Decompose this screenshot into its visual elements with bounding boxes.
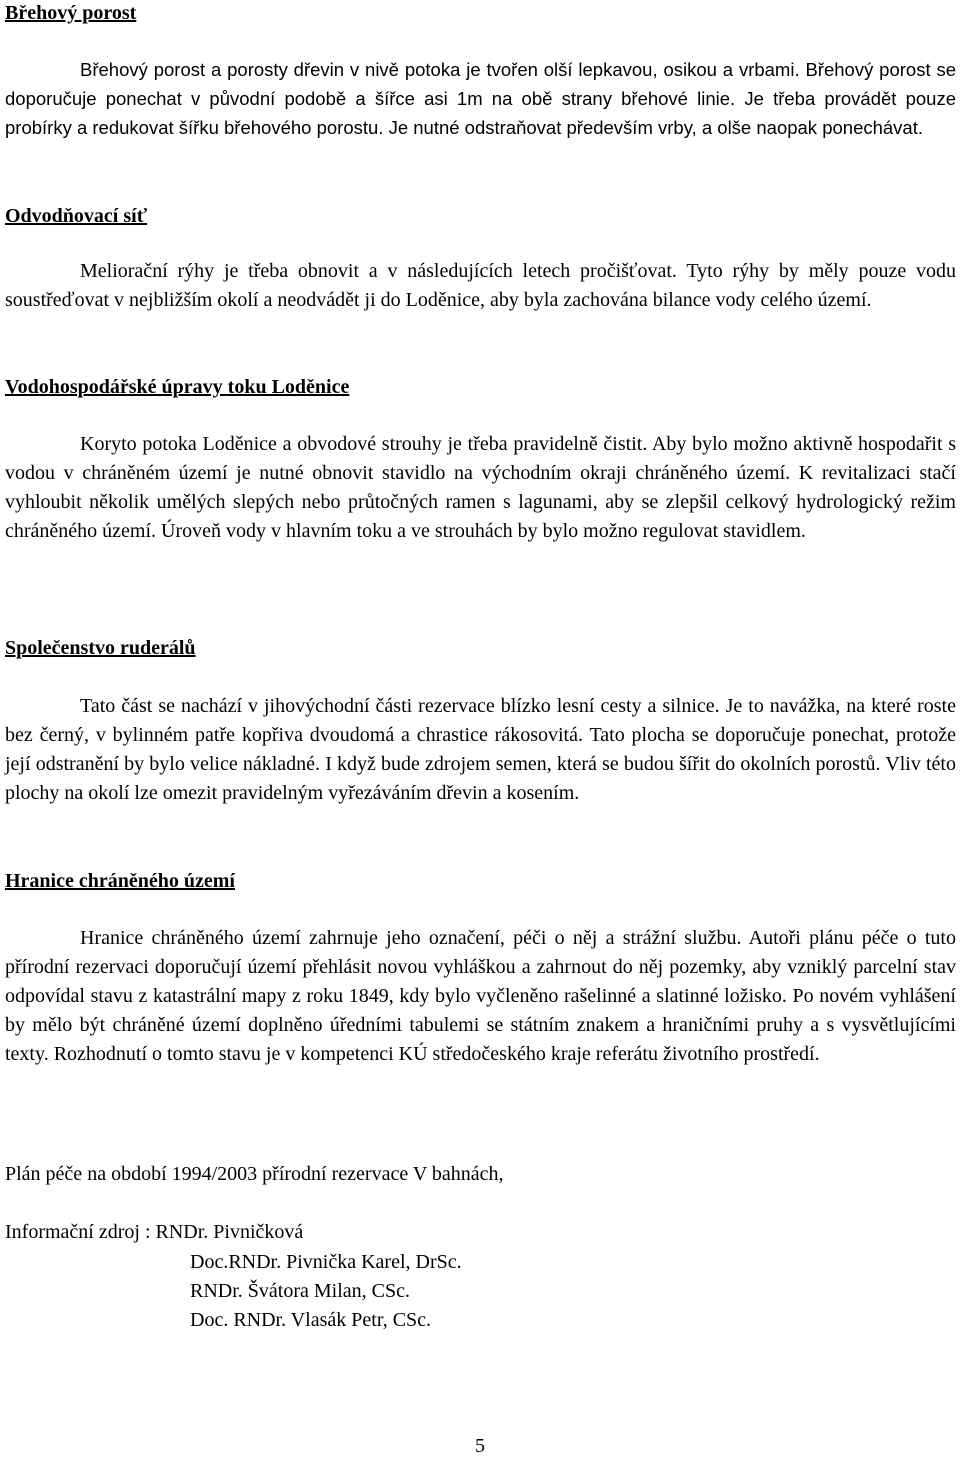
paragraph-brehovy-porost: Břehový porost a porosty dřevin v nivě potoka je tvořen olší lepkavou, osikou a vrbami. Břehový porost se doporučuje ponechat v původní podobě a šířce asi 1m na obě strany břehové linie. Je třeba provádět pouze probírky a redukovat šířku břehového porostu. Je nutné odstraňovat především vrby, a olše naopak ponechávat. [5,59,956,138]
heading-brehovy-porost: Břehový porost [5,2,137,24]
source-name: Doc.RNDr. Pivnička Karel, DrSc. [190,1251,462,1273]
paragraph-vodohospodarske-upravy: Koryto potoka Loděnice a obvodové strouhy je třeba pravidelně čistit. Aby bylo možno aktivně hospodařit s vodou v chráněném území je nutné obnovit stavidlo na východním okraji chráněného území. K revitalizaci stačí vyhloubit několik umělých slepých nebo průtočných ramen s lagunami, aby se zlepšil celkový hydrologický režim chráněného území. Úroveň vody v hlavním toku a ve strouhách by bylo možno regulovat stavidlem. [5,433,956,542]
heading-hranice-uzemi: Hranice chráněného území [5,870,235,892]
paragraph-hranice-uzemi: Hranice chráněného území zahrnuje jeho označení, péči o něj a strážní službu. Autoři plánu péče o tuto přírodní rezervaci doporučují území přehlásit novou vyhláškou a zahrnout do něj pozemky, aby vzniklý parcelní stav odpovídal stavu z katastrální mapy z roku 1849, kdy bylo vyčleněno rašelinné a slatinné ložisko. Po novém vyhlášení by mělo být chráněné území doplněno úředními tabulemi se státním znakem a hraničními pruhy a s vysvětlujícími texty. Rozhodnutí o tomto stavu je v kompetenci KÚ středočeského kraje referátu životního prostředí. [5,927,956,1065]
source-name: Doc. RNDr. Vlasák Petr, CSc. [190,1309,432,1331]
paragraph-odvodnovaci-sit: Meliorační rýhy je třeba obnovit a v následujících letech pročišťovat. Tyto rýhy by měly pouze vodu soustřeďovat v nejbližším okolí a neodvádět ji do Loděnice, aby byla zachována bilance vody celého území. [5,260,956,311]
heading-vodohospodarske-upravy: Vodohospodářské úpravy toku Loděnice [5,376,350,398]
sources-label: Informační zdroj : RNDr. Pivničková [5,1221,304,1243]
source-name: RNDr. Švátora Milan, CSc. [190,1280,410,1302]
heading-odvodnovaci-sit: Odvodňovací síť [5,205,148,227]
plan-line: Plán péče na období 1994/2003 přírodní rezervace V bahnách, [5,1163,504,1185]
heading-spolecenstvo-ruderalu: Společenstvo ruderálů [5,637,196,659]
page-number: 5 [475,1435,485,1457]
paragraph-spolecenstvo-ruderalu: Tato část se nachází v jihovýchodní části rezervace blízko lesní cesty a silnice. Je to navážka, na které roste bez černý, v bylinném patře kopřiva dvoudomá a chrastice rákosovitá. Tato plocha se doporučuje ponechat, protože její odstranění by bylo velice nákladné. I když bude zdrojem semen, která se budou šířit do okolních porostů. Vliv této plochy na okolí lze omezit pravidelným vyřezáváním dřevin a kosením. [5,695,956,804]
